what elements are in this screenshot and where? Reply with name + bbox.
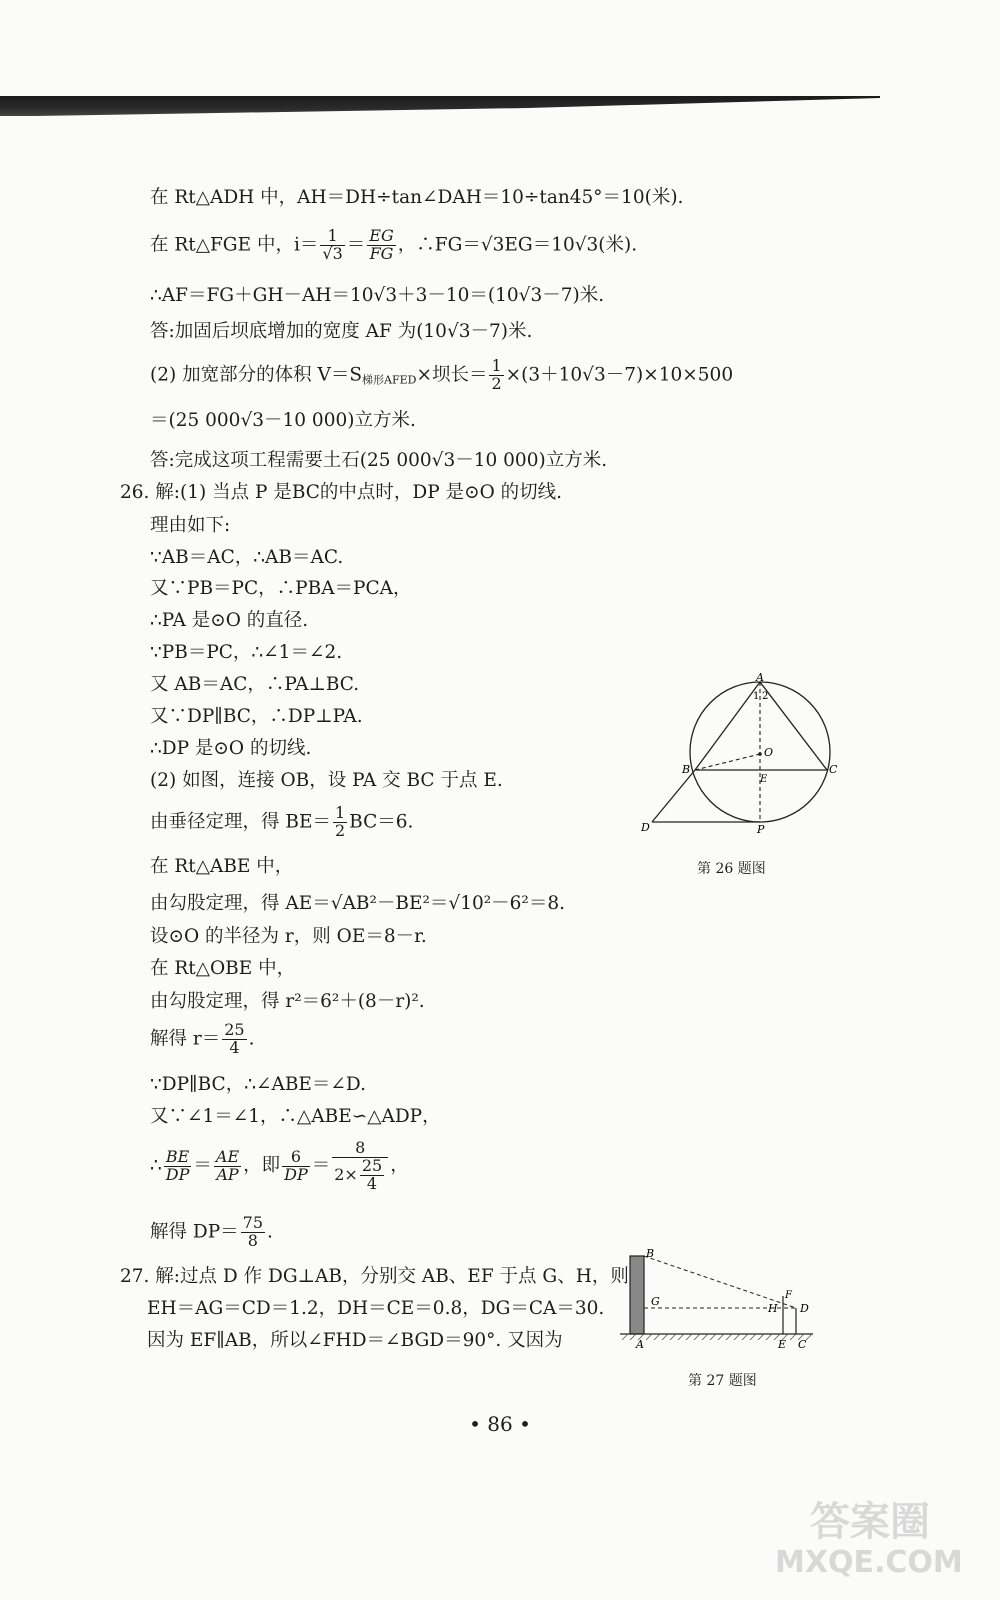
frac-den: FG bbox=[369, 243, 394, 263]
s26-line-15: 在 Rt△OBE 中， bbox=[150, 958, 296, 979]
fig26-label-1: 1 bbox=[753, 691, 760, 702]
frac-den: 4 bbox=[229, 1037, 240, 1057]
frac-num: 8 bbox=[332, 1140, 388, 1158]
fraction-1-over-sqrt3 bbox=[320, 228, 344, 263]
s25-l5-subscript: 梯形AFED bbox=[362, 373, 417, 387]
s26-l21-text-b: . bbox=[267, 1221, 273, 1243]
frac-den: DP bbox=[284, 1164, 308, 1184]
frac-den-prefix: 2× bbox=[334, 1164, 358, 1184]
frac-num: AE bbox=[215, 1146, 240, 1166]
s26-line-11 bbox=[150, 805, 413, 840]
s25-l2-text-b: ，∴FG＝√3EG＝10√3(米). bbox=[397, 234, 638, 256]
top-border-bar bbox=[0, 96, 880, 116]
s26-l11-text-b: BC＝6. bbox=[349, 811, 414, 833]
s26-line-5: ∴PA 是⊙O 的直径. bbox=[150, 610, 309, 631]
fig26-label-2: 2 bbox=[762, 691, 769, 702]
fraction-ae-ap bbox=[214, 1146, 241, 1184]
fig26-label-a: A bbox=[756, 672, 764, 684]
s26-line-9: ∴DP 是⊙O 的切线. bbox=[150, 738, 312, 759]
frac-den: DP bbox=[165, 1164, 190, 1184]
fraction-25-4-nested bbox=[360, 1155, 384, 1193]
s25-l2-eq: ＝ bbox=[346, 234, 366, 256]
s26-line-13: 由勾股定理，得 AE＝√AB²－BE²＝√10²－6²＝8. bbox=[150, 893, 566, 914]
s26-l17-text-b: . bbox=[248, 1028, 255, 1050]
fig27-label-c: C bbox=[798, 1338, 807, 1351]
fig27-label-f: F bbox=[785, 1290, 792, 1301]
frac-num: 1 bbox=[491, 356, 502, 375]
s26-l20-text-b: ，即 bbox=[243, 1155, 281, 1177]
s26-l20-text-a: ∴ bbox=[150, 1155, 162, 1177]
s27-line-3: 因为 EF∥AB，所以∠FHD＝∠BGD＝90°. 又因为 bbox=[147, 1330, 563, 1351]
fraction-75-8 bbox=[241, 1215, 265, 1250]
fraction-8-compound bbox=[332, 1140, 388, 1192]
s26-l20-eq: ＝ bbox=[193, 1155, 212, 1177]
watermark-domain: MXQE.COM bbox=[775, 1545, 963, 1580]
frac-den bbox=[332, 1155, 388, 1193]
fig27-label-a: A bbox=[636, 1338, 644, 1351]
s26-line-12: 在 Rt△ABE 中， bbox=[150, 856, 294, 877]
fig26-caption: 第 26 题图 bbox=[697, 861, 766, 877]
figure-26 bbox=[630, 672, 860, 842]
frac-num: 25 bbox=[224, 1020, 245, 1039]
fraction-half bbox=[489, 358, 503, 393]
fig26-label-p: P bbox=[757, 823, 765, 836]
fig27-label-h: H bbox=[768, 1302, 778, 1315]
frac-den: AP bbox=[216, 1164, 239, 1184]
frac-num: BE bbox=[164, 1149, 192, 1167]
s26-line-6: ∵PB＝PC，∴∠1＝∠2. bbox=[150, 642, 343, 663]
s26-line-3: ∵AB＝AC，∴AB＝AC. bbox=[150, 547, 344, 568]
s26-line-14: 设⊙O 的半径为 r，则 OE＝8－r. bbox=[150, 926, 427, 947]
s26-line-1: 26. 解:(1) 当点 P 是BC的中点时，DP 是⊙O 的切线. bbox=[120, 482, 563, 503]
s25-l5-text-c: ×(3＋10√3－7)×10×500 bbox=[505, 364, 734, 386]
fig26-label-d: D bbox=[641, 821, 650, 834]
s26-l11-text-a: 由垂径定理，得 BE＝ bbox=[150, 811, 331, 833]
s26-l21-text-a: 解得 DP＝ bbox=[150, 1221, 239, 1243]
s25-l2-text-a: 在 Rt△FGE 中，i＝ bbox=[150, 234, 319, 256]
s25-l5-text-b: ×坝长＝ bbox=[416, 364, 488, 386]
fraction-6-dp bbox=[282, 1146, 310, 1184]
fig27-caption: 第 27 题图 bbox=[688, 1373, 757, 1389]
s26-line-19: 又∵∠1＝∠1，∴△ABE∽△ADP， bbox=[150, 1106, 441, 1127]
s26-line-20 bbox=[150, 1140, 409, 1192]
s26-line-17 bbox=[150, 1022, 254, 1057]
s26-line-7: 又 AB＝AC，∴PA⊥BC. bbox=[150, 674, 360, 695]
fig26-segment-ad bbox=[652, 770, 695, 822]
s25-l5-text-a: (2) 加宽部分的体积 V＝S bbox=[150, 364, 363, 386]
s25-line-2 bbox=[150, 228, 637, 263]
fig27-label-d: D bbox=[800, 1302, 809, 1315]
s25-line-4: 答:加固后坝底增加的宽度 AF 为(10√3－7)米. bbox=[150, 321, 533, 342]
s26-line-2: 理由如下: bbox=[150, 515, 231, 536]
frac-den: 2 bbox=[334, 820, 346, 840]
fig27-label-e: E bbox=[778, 1338, 787, 1351]
fraction-25-4 bbox=[222, 1022, 246, 1057]
s25-line-1: 在 Rt△ADH 中，AH＝DH÷tan∠DAH＝10÷tan45°＝10(米). bbox=[150, 187, 684, 208]
s25-line-6: ＝(25 000√3－10 000)立方米. bbox=[150, 410, 416, 431]
frac-num: 6 bbox=[282, 1149, 310, 1167]
figure-27 bbox=[618, 1246, 823, 1352]
frac-num: 1 bbox=[334, 803, 346, 822]
fig26-center-dot bbox=[758, 752, 762, 756]
fig26-label-c: C bbox=[829, 763, 838, 776]
watermark-logo-text: 答案圈 bbox=[810, 1499, 930, 1545]
page-number: • 86 • bbox=[469, 1412, 531, 1436]
frac-num: 75 bbox=[242, 1213, 264, 1232]
fig27-building bbox=[630, 1256, 644, 1334]
fraction-be-dp bbox=[164, 1146, 192, 1184]
frac-den: 8 bbox=[247, 1230, 258, 1250]
fraction-half bbox=[333, 805, 347, 840]
s25-line-7: 答:完成这项工程需要土石(25 000√3－10 000)立方米. bbox=[150, 450, 608, 471]
frac-num: 1 bbox=[320, 228, 344, 246]
fig27-sightline-bd bbox=[644, 1256, 796, 1308]
s26-line-10: (2) 如图，连接 OB，设 PA 交 BC 于点 E. bbox=[150, 770, 503, 791]
frac-den: √3 bbox=[322, 243, 343, 263]
s26-line-21 bbox=[150, 1215, 273, 1250]
frac-num: 25 bbox=[361, 1155, 383, 1175]
fig26-label-o: O bbox=[764, 746, 774, 759]
frac-num: EG bbox=[369, 226, 394, 245]
s26-l20-text-c: ， bbox=[390, 1155, 409, 1177]
fig26-label-e: E bbox=[760, 774, 768, 785]
fig27-label-b: B bbox=[646, 1247, 655, 1260]
s27-line-1: 27. 解:过点 D 作 DG⊥AB，分别交 AB、EF 于点 G、H，则 bbox=[120, 1266, 629, 1287]
s27-line-2: EH＝AG＝CD＝1.2，DH＝CE＝0.8，DG＝CA＝30. bbox=[147, 1298, 605, 1319]
s26-line-16: 由勾股定理，得 r²＝6²＋(8－r)². bbox=[150, 991, 425, 1012]
s26-line-8: 又∵DP∥BC，∴DP⊥PA. bbox=[150, 706, 363, 727]
s25-line-3: ∴AF＝FG＋GH－AH＝10√3＋3－10＝(10√3－7)米. bbox=[150, 285, 605, 306]
s26-line-4: 又∵PB＝PC，∴PBA＝PCA， bbox=[150, 578, 412, 599]
fraction-eg-fg bbox=[367, 228, 395, 263]
fig27-label-g: G bbox=[651, 1295, 660, 1308]
s26-l20-eq2: ＝ bbox=[311, 1155, 331, 1177]
frac-den: 4 bbox=[366, 1173, 378, 1193]
fig26-label-b: B bbox=[682, 763, 691, 776]
s25-line-5 bbox=[150, 358, 733, 393]
s26-line-18: ∵DP∥BC，∴∠ABE＝∠D. bbox=[150, 1074, 366, 1095]
frac-den: 2 bbox=[491, 373, 502, 393]
s26-l17-text-a: 解得 r＝ bbox=[150, 1028, 221, 1050]
